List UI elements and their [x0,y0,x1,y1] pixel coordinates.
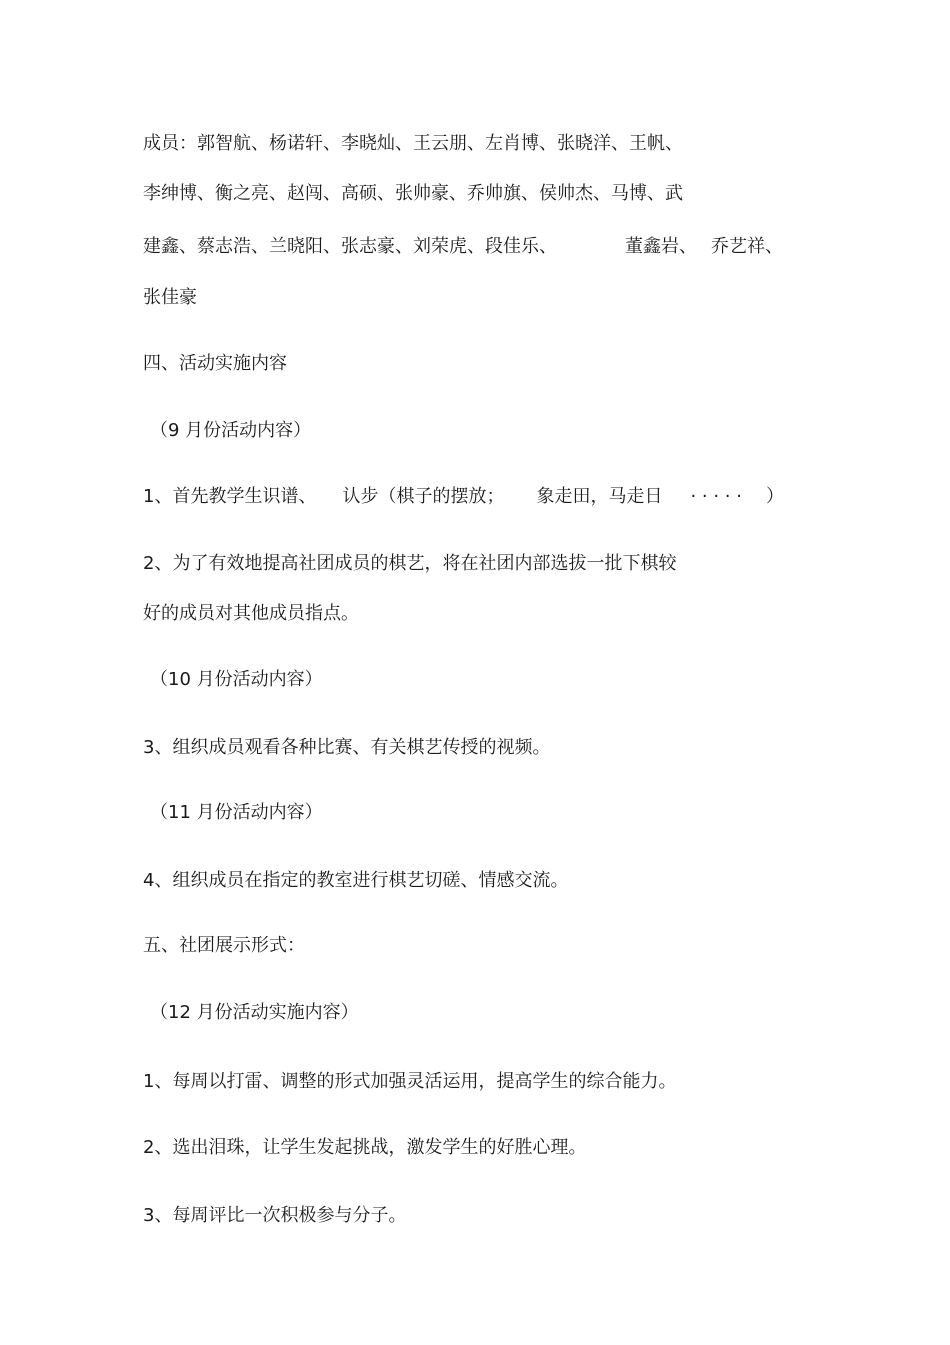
september-label: （9 月份活动内容） [150,420,312,441]
members-line-2: 李绅博、衡之亮、赵闯、高硕、张帅豪、乔帅旗、侯帅杰、马博、武 [143,183,683,204]
members-line-3-part-c: 乔艺祥、 [711,236,783,257]
november-label: （11 月份活动内容） [150,802,323,823]
members-line-4: 张佳豪 [143,287,197,308]
members-line-3-part-b: 董鑫岩、 [625,236,697,257]
section-5-item-3: 3、每周评比一次积极参与分子。 [143,1205,407,1226]
december-label: （12 月份活动实施内容） [150,1002,359,1023]
item-1-ellipsis: · · · · · [690,486,742,507]
item-4-classroom-exchange: 4、组织成员在指定的教室进行棋艺切磋、情感交流。 [143,870,569,891]
members-line-3 [143,235,783,259]
item-1-part-a: 1、首先教学生识谱、 [143,486,317,507]
members-line-3-part-a: 建鑫、蔡志浩、兰晓阳、张志豪、刘荣虎、段佳乐、 [143,236,557,257]
section-5-item-1: 1、每周以打雷、调整的形式加强灵活运用，提高学生的综合能力。 [143,1071,677,1092]
members-line-1: 成员：郭智航、杨诺轩、李晓灿、王云朋、左肖博、张晓洋、王帆、 [143,133,683,154]
section-5-heading: 五、社团展示形式： [143,935,305,956]
item-2-line-2: 好的成员对其他成员指点。 [143,603,359,624]
item-1-part-b: 认步（棋子的摆放； [342,486,505,507]
item-1-part-c: 象走田，马走日 [536,486,663,507]
item-2-line-1: 2、为了有效地提高社团成员的棋艺，将在社团内部选拔一批下棋较 [143,553,677,574]
item-3-watch-videos: 3、组织成员观看各种比赛、有关棋艺传授的视频。 [143,737,551,758]
section-5-item-2: 2、选出泪珠，让学生发起挑战，激发学生的好胜心理。 [143,1137,587,1158]
item-1-teach-notation [143,485,784,509]
item-1-close-paren: ） [765,486,784,507]
october-label: （10 月份活动内容） [150,669,323,690]
section-4-heading: 四、活动实施内容 [143,353,287,374]
